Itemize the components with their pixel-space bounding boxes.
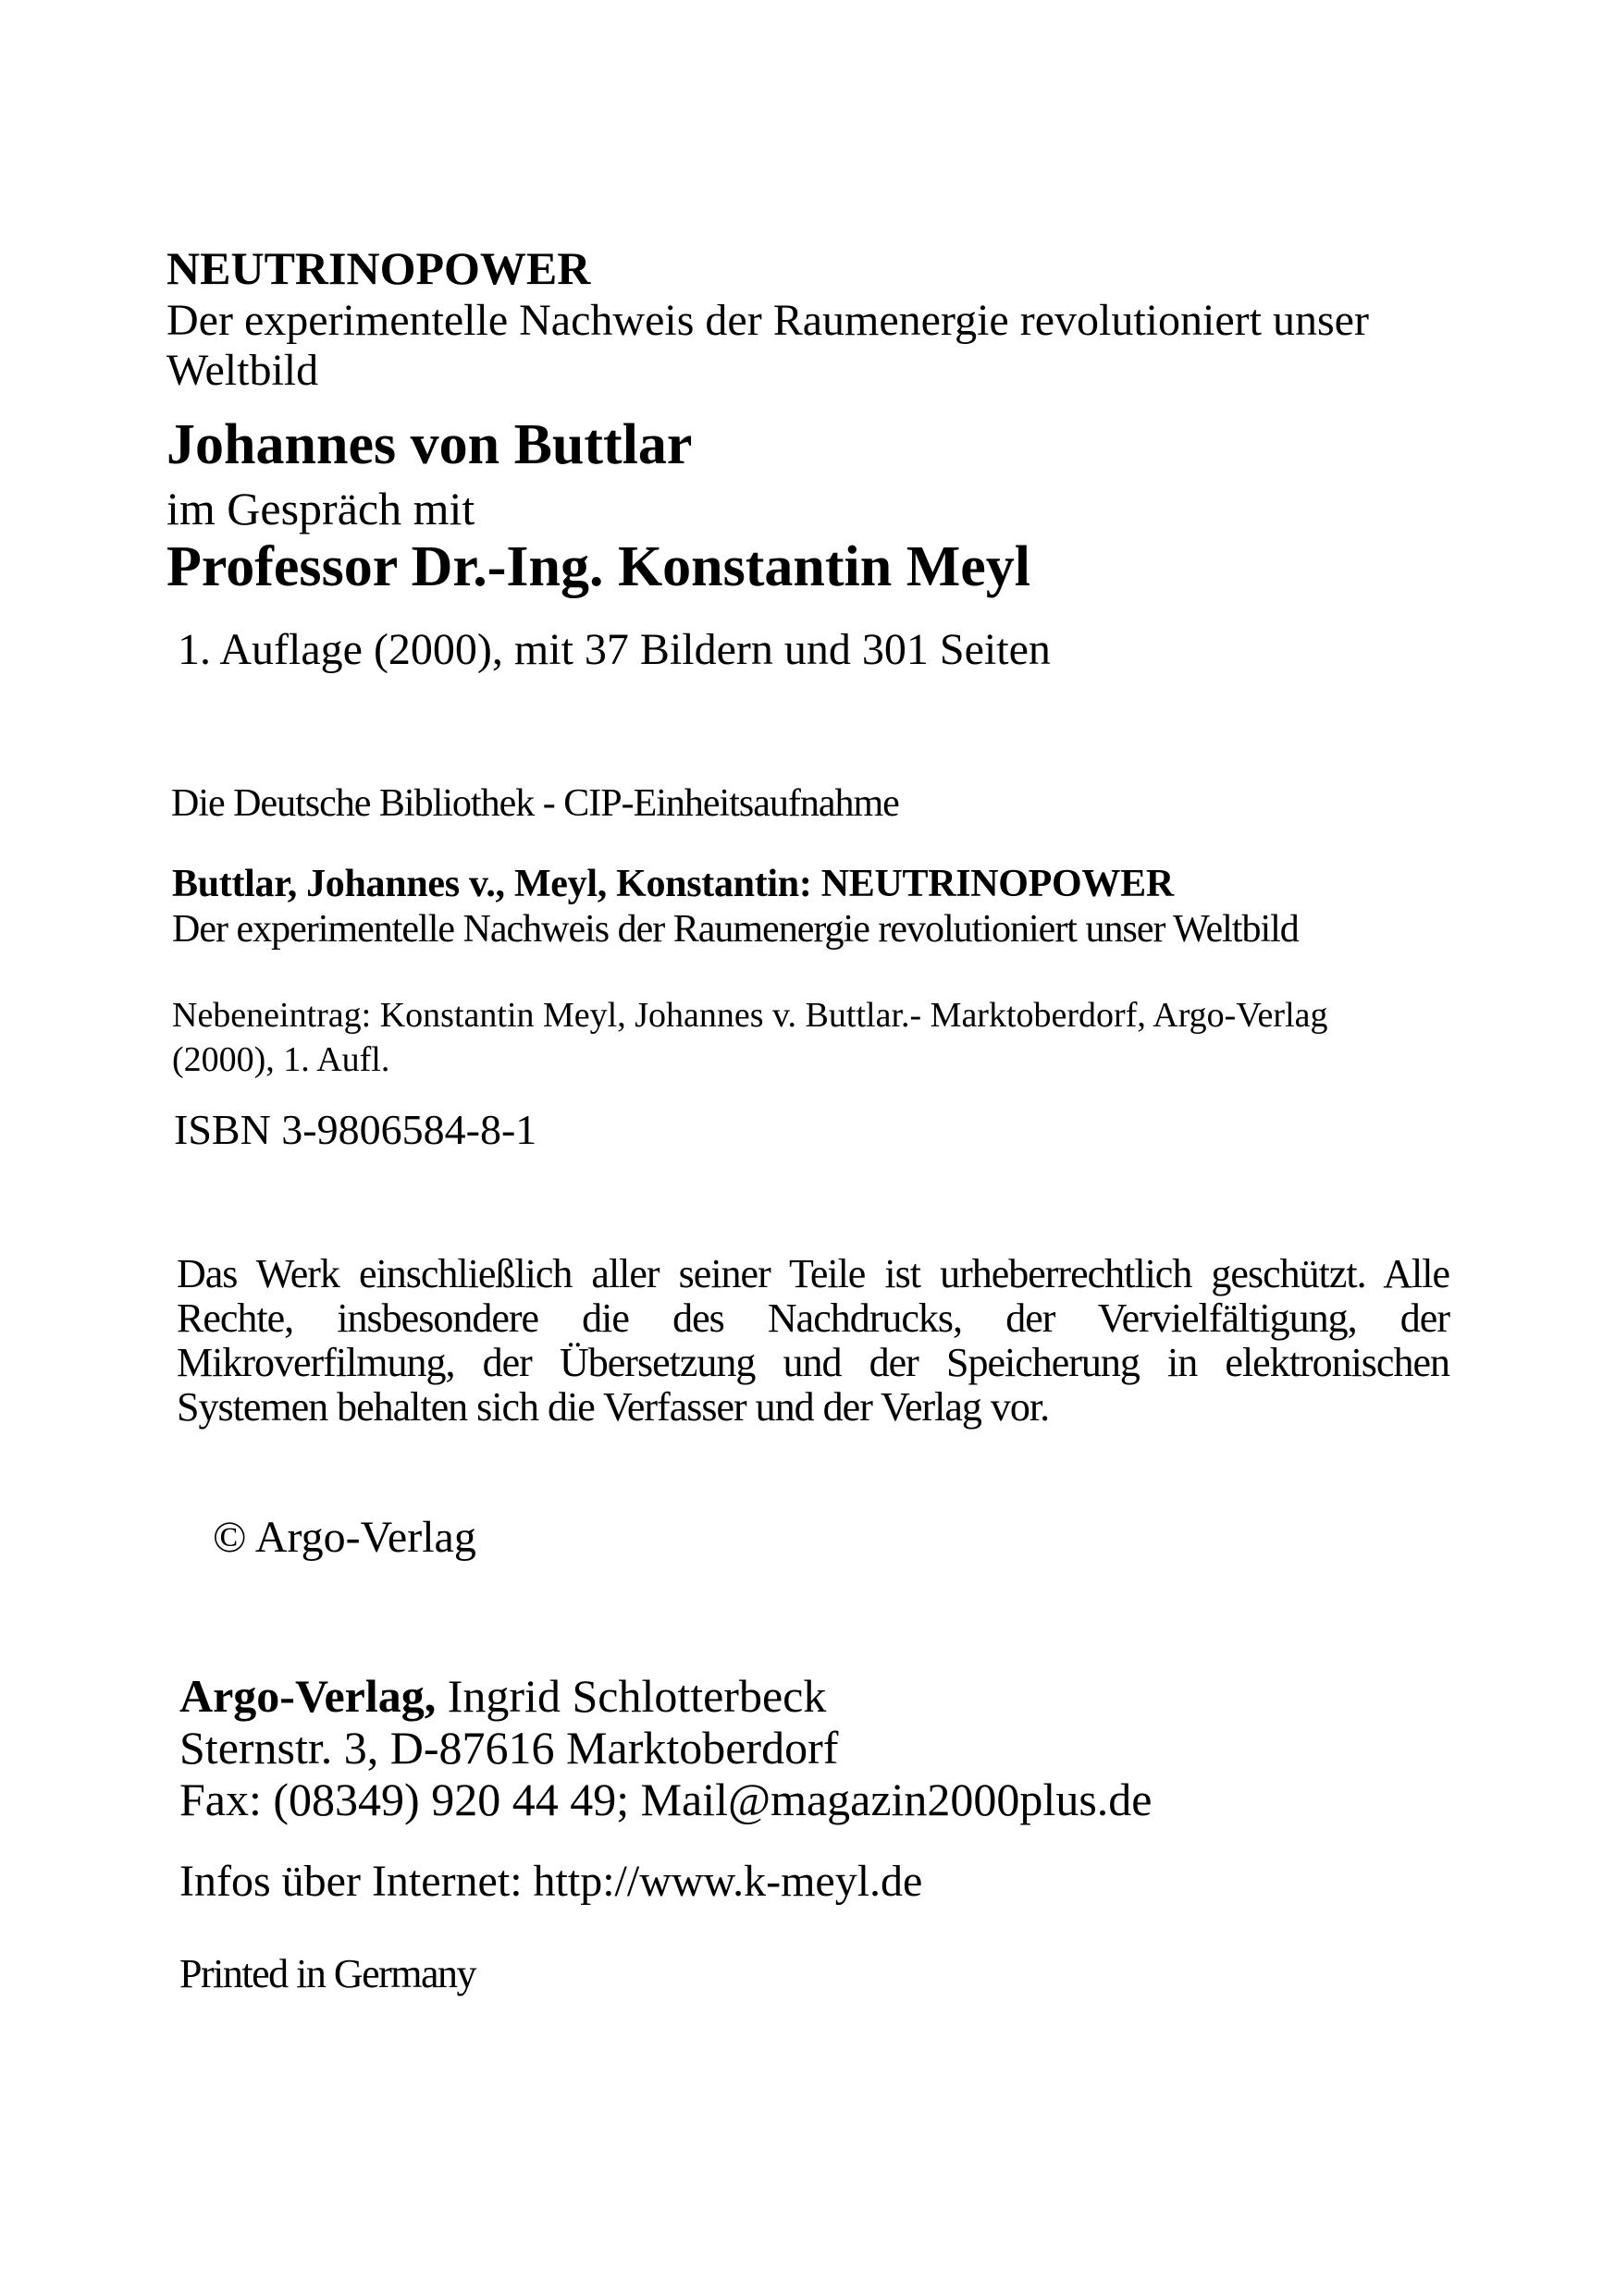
book-subtitle: Der experimentelle Nachweis der Raumenergie revolutioniert unser Weltbild: [166, 296, 1369, 395]
book-title: NEUTRINOPOWER: [166, 242, 591, 294]
edition-info: 1. Auflage (2000), mit 37 Bildern und 301 Seiten: [178, 625, 1051, 674]
internet-info: Infos über Internet: http://www.k-meyl.de: [179, 1857, 923, 1906]
publisher-name: Argo-Verlag,: [179, 1670, 437, 1722]
rights-notice: Das Werk einschließlich aller seiner Teile ist urheberrechtlich geschützt. Alle Rechte, insbesondere die des Nachdrucks, der Vervielfältigung, der Mikroverfilmung, der Übersetzung und der Speicherung in elektronischen Systemen behalten sich die Verfasser und der Verlag vor.: [177, 1251, 1449, 1430]
isbn: ISBN 3-9806584-8-1: [174, 1106, 537, 1153]
in-conversation-label: im Gespräch mit: [166, 483, 475, 534]
copyright-line: © Argo-Verlag: [213, 1513, 476, 1562]
cip-note: Nebeneintrag: Konstantin Meyl, Johannes v. Buttlar.- Marktoberdorf, Argo-Verlag (2000), 1. Aufl.: [172, 996, 1328, 1079]
cip-subtitle: Der experimentelle Nachweis der Raumenergie revolutioniert unser Weltbild: [172, 908, 1299, 951]
publisher-address: Sternstr. 3, D-87616 Marktoberdorf: [179, 1722, 839, 1774]
author-name: Johannes von Buttlar: [166, 413, 693, 476]
publisher-contact: Fax: (08349) 920 44 49; Mail@magazin2000plus.de: [179, 1774, 1153, 1825]
cip-entry: Buttlar, Johannes v., Meyl, Konstantin: NEUTRINOPOWER: [172, 863, 1174, 905]
coauthor-name: Professor Dr.-Ing. Konstantin Meyl: [166, 535, 1031, 598]
publisher-owner: Ingrid Schlotterbeck: [436, 1670, 827, 1722]
printed-in-label: Printed in Germany: [179, 1951, 476, 1996]
cip-heading: Die Deutsche Bibliothek - CIP-Einheitsaufnahme: [171, 782, 899, 825]
publisher-line: [179, 1670, 826, 1722]
